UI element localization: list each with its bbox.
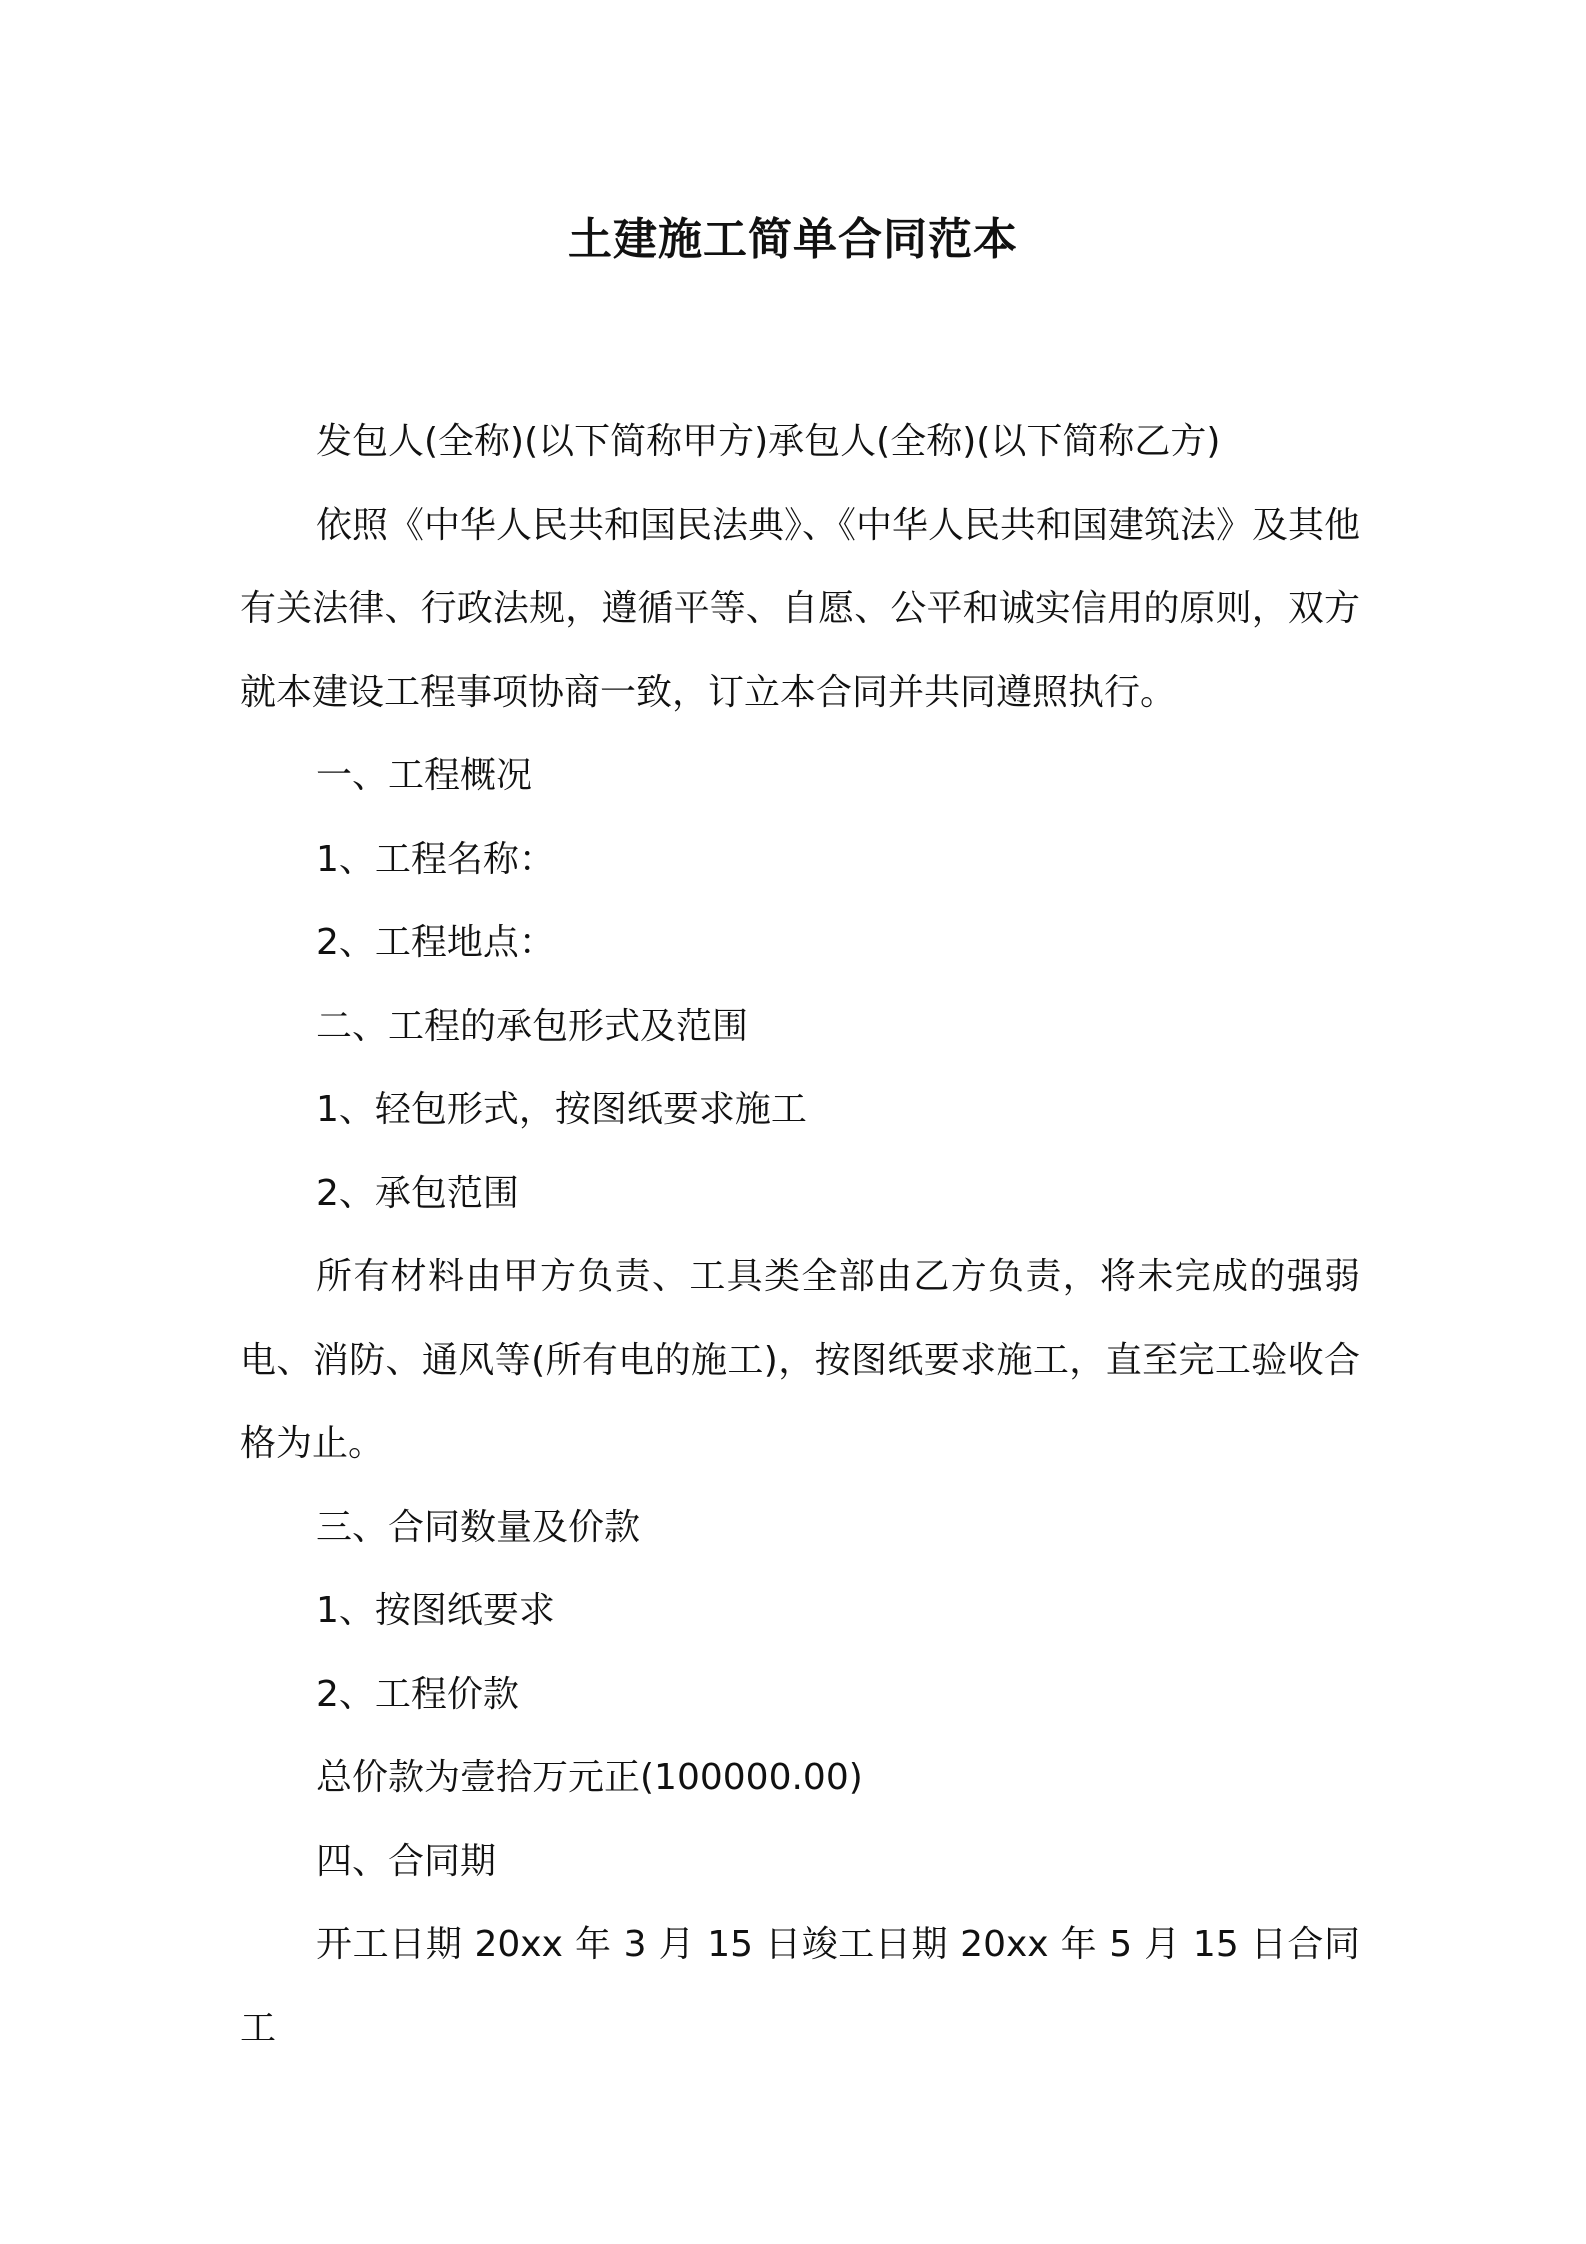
schedule-line: 开工日期 20xx 年 3 月 15 日竣工日期 20xx 年 5 月 15 日合同工: [240, 1924, 1360, 2049]
quantity-line: 1、按图纸要求: [316, 1590, 555, 1631]
contract-scope-line: 2、承包范围: [316, 1172, 519, 1214]
section-heading-2: 二、工程的承包形式及范围: [316, 1005, 749, 1047]
section-heading-1: 一、工程概况: [316, 755, 533, 796]
document-title: 土建施工简单合同范本: [568, 214, 1018, 265]
total-price-line: 总价款为壹拾万元正(100000.00): [316, 1757, 863, 1798]
contract-form-line: 1、轻包形式，按图纸要求施工: [316, 1089, 807, 1130]
legal-basis-paragraph: 依照《中华人民共和国民法典》、《中华人民共和国建筑法》及其他有关法律、行政法规，遵循平等、自愿、公平和诚实信用的原则，双方就本建设工程事项协商一致，订立本合同并共同遵照执行。: [240, 504, 1361, 713]
document-body: [240, 400, 1360, 2070]
parties-paragraph: 发包人(全称)(以下简称甲方)承包人(全称)(以下简称乙方): [316, 421, 1221, 462]
scope-detail-paragraph: 所有材料由甲方负责、工具类全部由乙方负责，将未完成的强弱电、消防、通风等(所有电的施工)，按图纸要求施工，直至完工验收合格为止。: [240, 1256, 1360, 1464]
project-location-line: 2、工程地点：: [316, 922, 555, 963]
project-name-line: 1、工程名称：: [316, 838, 555, 880]
section-heading-4: 四、合同期: [316, 1840, 497, 1882]
section-heading-3: 三、合同数量及价款: [316, 1506, 641, 1548]
price-line: 2、工程价款: [316, 1673, 519, 1715]
